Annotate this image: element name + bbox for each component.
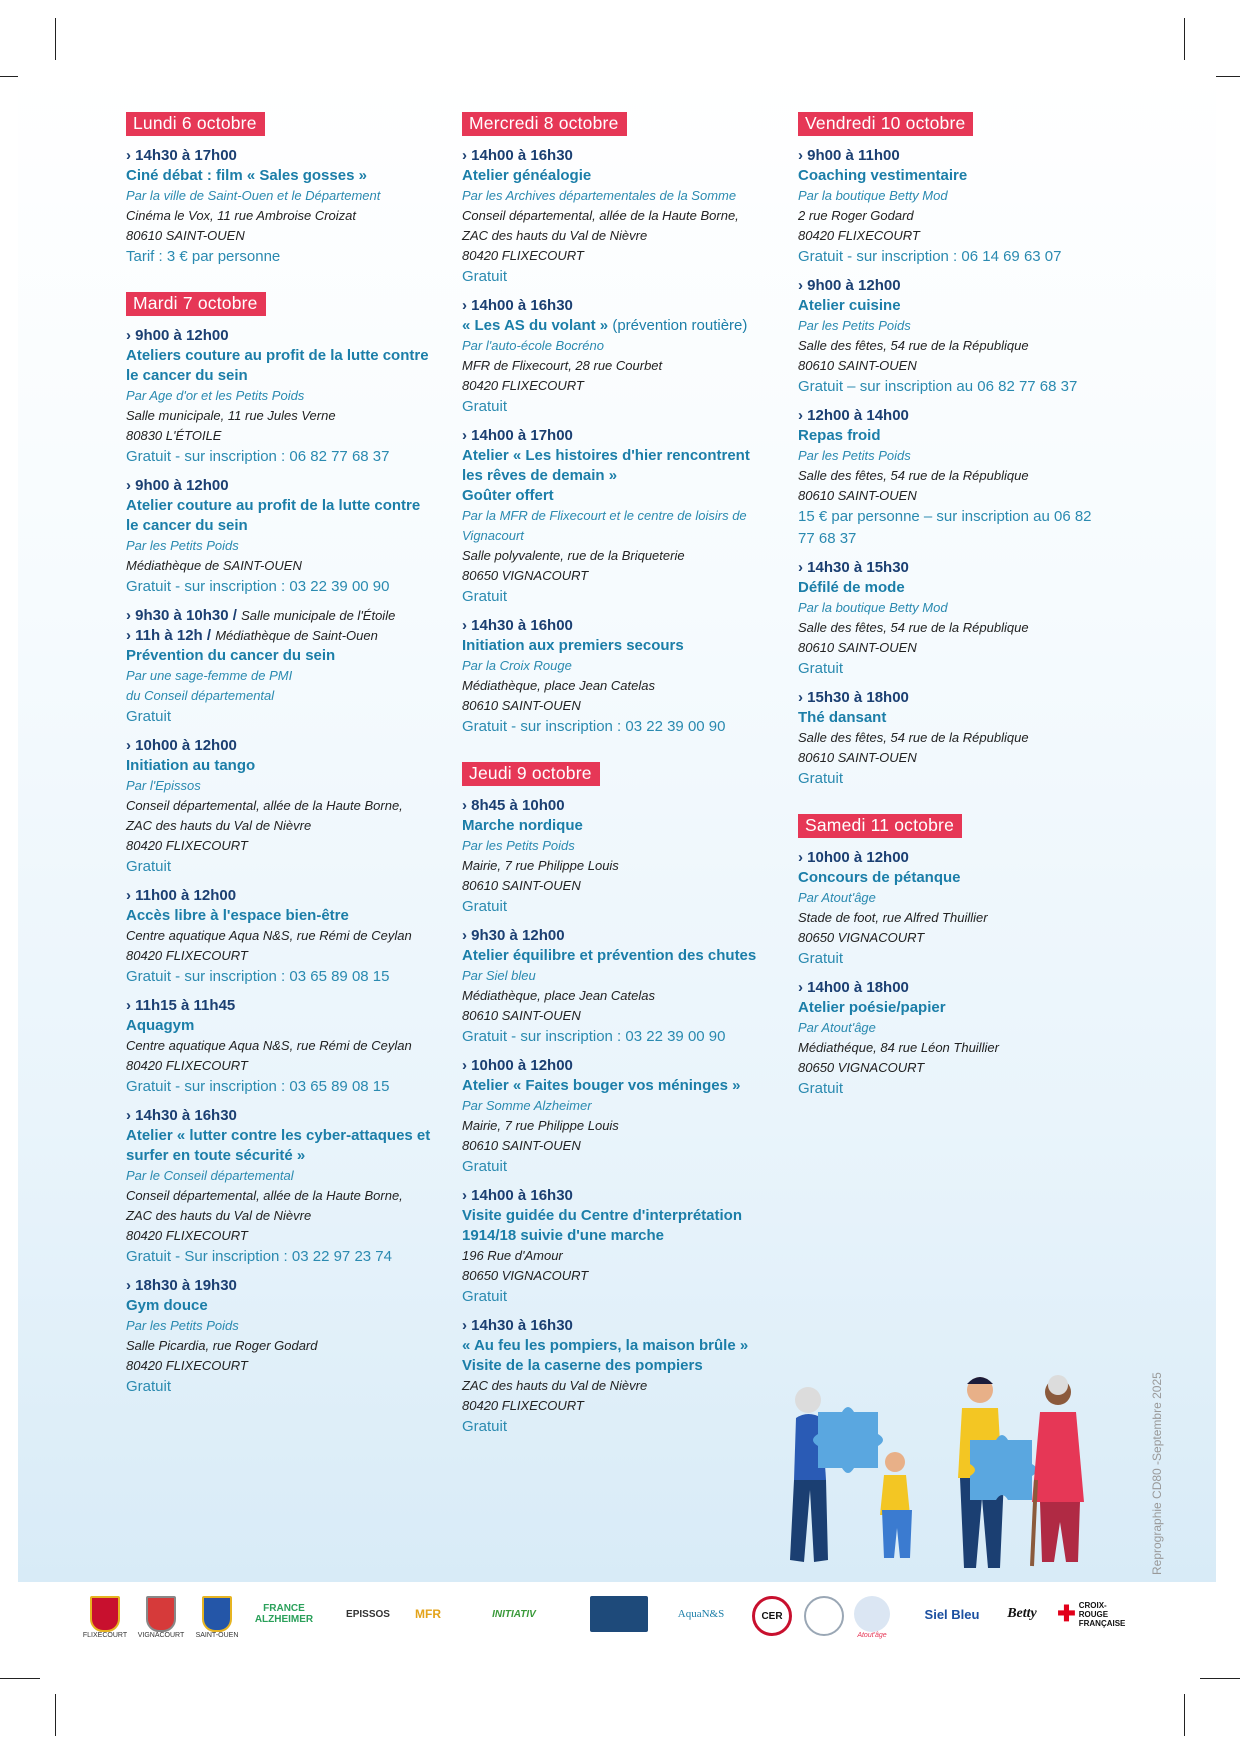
event-address-line: 80650 VIGNACOURT (462, 568, 589, 583)
event-address-line: 80610 SAINT-OUEN (126, 228, 245, 243)
event-price: Gratuit – sur inscription au 06 82 77 68 37 (798, 378, 1078, 395)
event-title-text: Prévention du cancer du sein (126, 647, 336, 664)
logo-aquans: AquaN&S (677, 1608, 725, 1620)
event-item (462, 926, 772, 1048)
event-address-line: 80420 FLIXECOURT (126, 838, 248, 853)
event-price: Gratuit (798, 950, 844, 967)
event-address-line: 80420 FLIXECOURT (126, 1228, 248, 1243)
event-address-line: Salle des fêtes, 54 rue de la République (798, 338, 1029, 353)
event-organizer: Par Atout'âge (798, 1020, 876, 1035)
event-organizer: Par les Archives départementales de la Somme (462, 188, 737, 203)
event-organizer: Par les Petits Poids (462, 838, 575, 853)
event-title (462, 1076, 772, 1096)
event-address-line: Conseil départemental, allée de la Haute Borne, (462, 208, 739, 223)
event-address-line: 80420 FLIXECOURT (462, 378, 584, 393)
day-heading-row (462, 762, 772, 796)
event-title (126, 756, 436, 776)
event-item (126, 736, 436, 878)
event-time: › 10h00 à 12h00 (462, 1057, 573, 1074)
event-time-value: › 11h à 12h / (126, 627, 216, 644)
event-address-line: Salle municipale, 11 rue Jules Verne (126, 408, 336, 423)
event-organizer: Par le Conseil départemental (126, 1168, 294, 1183)
event-address-line: 80420 FLIXECOURT (126, 1058, 248, 1073)
event-address-line: 80610 SAINT-OUEN (798, 488, 917, 503)
event-price: Gratuit (798, 1080, 844, 1097)
event-address-line: Salle des fêtes, 54 rue de la République (798, 620, 1029, 635)
event-title (798, 166, 1108, 186)
event-time: › 14h30 à 16h30 (462, 1317, 573, 1334)
event-organizer: Par les Petits Poids (126, 538, 239, 553)
logo-vignacourt: VIGNACOURT (136, 1596, 186, 1639)
event-address-line: 196 Rue d'Amour (462, 1248, 563, 1263)
event-address-line: Cinéma le Vox, 11 rue Ambroise Croizat (126, 208, 357, 223)
event-title (462, 636, 772, 656)
event-item (126, 606, 436, 728)
event-price: 15 € par personne – sur inscription au 06 82 77 68 37 (798, 508, 1092, 547)
event-time-location: Salle municipale de l'Étoile (241, 608, 396, 623)
event-time: › 9h30 à 12h00 (462, 927, 565, 944)
event-title-text: Atelier couture au profit de la lutte contre le cancer du sein (126, 497, 421, 534)
event-price: Gratuit (462, 588, 508, 605)
event-organizer: Par la boutique Betty Mod (798, 188, 948, 203)
event-price: Gratuit (462, 1158, 508, 1175)
logo-cer: CER (750, 1596, 794, 1636)
day-heading: Lundi 6 octobre (126, 112, 265, 136)
event-time: › 14h30 à 16h00 (462, 617, 573, 634)
event-address-line: ZAC des hauts du Val de Nièvre (462, 1378, 648, 1393)
event-title-text: Concours de pétanque (798, 869, 961, 886)
event-price: Gratuit (126, 708, 172, 725)
logo-epissos: EPISSOS (346, 1608, 390, 1620)
event-title (126, 1296, 436, 1316)
event-title-text: Atelier poésie/papier (798, 999, 946, 1016)
event-address-line: 80610 SAINT-OUEN (798, 640, 917, 655)
day-heading: Samedi 11 octobre (798, 814, 962, 838)
column-3 (798, 112, 1108, 1108)
event-title-text: Visite guidée du Centre d'interprétation 1914/18 suivie d'une marche (462, 1207, 742, 1244)
event-time: › 9h00 à 12h00 (126, 327, 229, 344)
event-address-line: Centre aquatique Aqua N&S, rue Rémi de Ceylan (126, 928, 412, 943)
logo-initiativ: INITIATIV (492, 1608, 536, 1620)
event-address-line: Conseil départemental, allée de la Haute Borne, (126, 798, 403, 813)
column-1 (126, 112, 436, 1406)
logo-flixecourt: FLIXECOURT (80, 1596, 130, 1639)
event-item (126, 1276, 436, 1398)
seal-icon (804, 1596, 844, 1636)
event-item (798, 146, 1108, 268)
event-title (462, 316, 772, 336)
event-item (462, 296, 772, 418)
event-time: › 14h00 à 18h00 (798, 979, 909, 996)
event-title-text: Atelier cuisine (798, 297, 901, 314)
event-organizer: Par Somme Alzheimer (462, 1098, 592, 1113)
event-title (126, 166, 436, 186)
event-item (126, 996, 436, 1098)
event-price: Gratuit (462, 398, 508, 415)
event-price: Gratuit (462, 898, 508, 915)
logo-seal (802, 1596, 846, 1636)
event-price: Gratuit (126, 1378, 172, 1395)
section-gap (126, 276, 436, 292)
event-address-line: 80610 SAINT-OUEN (462, 698, 581, 713)
event-price: Gratuit - sur inscription : 03 22 39 00 90 (462, 718, 726, 735)
event-title (798, 296, 1108, 316)
logo-saint-ouen: SAINT-OUEN (192, 1596, 242, 1639)
event-title (462, 166, 772, 186)
event-title (462, 816, 772, 836)
event-price: Gratuit - sur inscription : 06 82 77 68 37 (126, 448, 390, 465)
event-price: Gratuit - sur inscription : 03 65 89 08 15 (126, 1078, 390, 1095)
event-title-text: Gym douce (126, 1297, 208, 1314)
day-heading-row (798, 112, 1108, 146)
event-time: › 14h00 à 16h30 (462, 297, 573, 314)
event-address-line: ZAC des hauts du Val de Nièvre (126, 818, 312, 833)
event-price: Gratuit (126, 858, 172, 875)
red-cross-icon: ✚ (1057, 1601, 1076, 1626)
event-title-text: Thé dansant (798, 709, 887, 726)
event-address-line: 80420 FLIXECOURT (126, 1358, 248, 1373)
crop-mark (0, 1678, 40, 1679)
event-title (126, 1126, 436, 1166)
event-time (126, 606, 436, 626)
event-organizer: Par la MFR de Flixecourt et le centre de loisirs de Vignacourt (462, 508, 747, 543)
event-item (462, 426, 772, 608)
event-address-line: 80420 FLIXECOURT (126, 948, 248, 963)
event-address-line: Salle Picardia, rue Roger Godard (126, 1338, 318, 1353)
shield-icon (146, 1596, 176, 1632)
event-time-location: Médiathèque de Saint-Ouen (215, 628, 378, 643)
event-title (798, 426, 1108, 446)
event-time: › 9h00 à 12h00 (798, 277, 901, 294)
section-gap (798, 798, 1108, 814)
event-address-line: ZAC des hauts du Val de Nièvre (462, 228, 648, 243)
event-address-line: ZAC des hauts du Val de Nièvre (126, 1208, 312, 1223)
event-organizer: Par la boutique Betty Mod (798, 600, 948, 615)
event-title (126, 906, 436, 926)
event-title (126, 646, 436, 666)
event-time: › 8h45 à 10h00 (462, 797, 565, 814)
logo-france-alzheimer: FRANCE ALZHEIMER (254, 1603, 314, 1625)
event-title (462, 946, 772, 966)
event-item (126, 146, 436, 268)
day-heading-row (798, 814, 1108, 848)
event-time: › 9h00 à 12h00 (126, 477, 229, 494)
event-item (462, 796, 772, 918)
event-address-line: Salle des fêtes, 54 rue de la République (798, 730, 1029, 745)
event-title-text: Atelier « Faites bouger vos méninges » (462, 1077, 741, 1094)
day-heading-row (462, 112, 772, 146)
event-address-line: 80420 FLIXECOURT (462, 1398, 584, 1413)
event-title (126, 496, 436, 536)
event-price: Gratuit (798, 660, 844, 677)
event-title-text: Atelier équilibre et prévention des chutes (462, 947, 757, 964)
event-time (126, 626, 436, 646)
puzzle-people-illustration (770, 1370, 1120, 1580)
event-address-line: 80420 FLIXECOURT (798, 228, 920, 243)
day-heading-row (126, 292, 436, 326)
shield-icon (202, 1596, 232, 1632)
event-price: Gratuit (798, 770, 844, 787)
event-organizer: Par la Croix Rouge (462, 658, 572, 673)
event-address-line: Conseil départemental, allée de la Haute Borne, (126, 1188, 403, 1203)
reprographie-credit: Reprographie CD80 -Septembre 2025 (1150, 1372, 1164, 1575)
crop-mark (1184, 1694, 1185, 1736)
event-address-line: 80610 SAINT-OUEN (462, 878, 581, 893)
event-price: Gratuit - sur inscription : 06 14 69 63 07 (798, 248, 1062, 265)
event-organizer: Par les Petits Poids (126, 1318, 239, 1333)
event-price: Gratuit - Sur inscription : 03 22 97 23 74 (126, 1248, 392, 1265)
crop-mark (55, 18, 56, 60)
event-time: › 14h30 à 15h30 (798, 559, 909, 576)
event-time: › 10h00 à 12h00 (126, 737, 237, 754)
event-address-line: 80650 VIGNACOURT (798, 930, 925, 945)
event-item (798, 406, 1108, 550)
day-heading: Mercredi 8 octobre (462, 112, 627, 136)
crop-mark (1200, 1678, 1240, 1679)
event-organizer: du Conseil départemental (126, 688, 275, 703)
event-title-text: Atelier « lutter contre les cyber-attaques et surfer en toute sécurité » (126, 1127, 431, 1164)
column-2 (462, 112, 772, 1446)
event-organizer: Par la ville de Saint-Ouen et le Département (126, 188, 381, 203)
event-title-text: Atelier « Les histoires d'hier rencontrent les rêves de demain » (462, 447, 750, 484)
event-title-text: Ciné débat : film « Sales gosses » (126, 167, 367, 184)
event-time: › 11h15 à 11h45 (126, 997, 236, 1014)
event-price: Gratuit (462, 1418, 508, 1435)
event-item (798, 978, 1108, 1100)
logo-atoutage: Atout'âge (850, 1596, 894, 1639)
event-title (462, 1336, 772, 1376)
day-heading: Jeudi 9 octobre (462, 762, 600, 786)
event-title (462, 446, 772, 486)
event-item (798, 276, 1108, 398)
event-price: Gratuit (462, 1288, 508, 1305)
event-time: › 18h30 à 19h30 (126, 1277, 237, 1294)
event-time-value: › 9h30 à 10h30 / (126, 607, 242, 624)
event-title-text: Atelier généalogie (462, 167, 592, 184)
event-address-line: Salle des fêtes, 54 rue de la République (798, 468, 1029, 483)
people-icon (854, 1596, 890, 1632)
day-heading-row (126, 112, 436, 146)
event-address-line: 80420 FLIXECOURT (462, 248, 584, 263)
logo-croix-rouge: ✚ CROIX-ROUGE FRANÇAISE (1057, 1600, 1126, 1628)
event-address-line: Mairie, 7 rue Philippe Louis (462, 858, 619, 873)
event-organizer: Par les Petits Poids (798, 318, 911, 333)
event-address-line: 80610 SAINT-OUEN (462, 1138, 581, 1153)
event-time: › 14h30 à 17h00 (126, 147, 237, 164)
event-item (462, 146, 772, 288)
event-time: › 14h00 à 17h00 (462, 427, 573, 444)
event-title-text: Coaching vestimentaire (798, 167, 968, 184)
event-address-line: Médiathèque de SAINT-OUEN (126, 558, 302, 573)
shield-icon (90, 1596, 120, 1632)
logo-mfr: MFR (415, 1607, 441, 1621)
event-title-text: Aquagym (126, 1017, 195, 1034)
event-item (126, 1106, 436, 1268)
event-organizer: Par Age d'or et les Petits Poids (126, 388, 305, 403)
event-title-text: « Au feu les pompiers, la maison brûle » Visite de la caserne des pompiers (462, 1337, 749, 1374)
event-title-text: Accès libre à l'espace bien-être (126, 907, 349, 924)
event-item (798, 848, 1108, 970)
crop-mark (1184, 18, 1185, 60)
event-address-line: 80830 L'ÉTOILE (126, 428, 222, 443)
event-address-line: 80610 SAINT-OUEN (462, 1008, 581, 1023)
event-address-line: MFR de Flixecourt, 28 rue Courbet (462, 358, 663, 373)
event-address-line: 80610 SAINT-OUEN (798, 358, 917, 373)
event-organizer: Par Siel bleu (462, 968, 536, 983)
event-price: Gratuit - sur inscription : 03 65 89 08 15 (126, 968, 390, 985)
event-item (126, 326, 436, 468)
event-title (798, 578, 1108, 598)
logo-betty: Betty (1007, 1606, 1037, 1621)
event-address-line: Médiathèque, place Jean Catelas (462, 988, 655, 1003)
event-item (126, 886, 436, 988)
day-heading: Mardi 7 octobre (126, 292, 266, 316)
event-item (798, 558, 1108, 680)
event-address-line: Médiathéque, 84 rue Léon Thuillier (798, 1040, 999, 1055)
event-subtitle: Goûter offert (462, 487, 554, 504)
event-title (798, 998, 1108, 1018)
event-item (462, 1056, 772, 1178)
day-heading: Vendredi 10 octobre (798, 112, 973, 136)
event-organizer: Par l'Epissos (126, 778, 201, 793)
event-time: › 15h30 à 18h00 (798, 689, 909, 706)
event-address-line: Stade de foot, rue Alfred Thuillier (798, 910, 988, 925)
event-time: › 12h00 à 14h00 (798, 407, 909, 424)
logo-dark-banner (590, 1596, 648, 1632)
event-item (462, 616, 772, 738)
event-time: › 11h00 à 12h00 (126, 887, 237, 904)
logo-siel-bleu: Siel Bleu (924, 1606, 980, 1622)
event-address-line: 80650 VIGNACOURT (462, 1268, 589, 1283)
section-gap (462, 746, 772, 762)
event-title-text: Ateliers couture au profit de la lutte contre le cancer du sein (126, 347, 429, 384)
crop-mark (55, 1694, 56, 1736)
event-address-line: Médiathèque, place Jean Catelas (462, 678, 655, 693)
event-address-line: 2 rue Roger Godard (798, 208, 914, 223)
event-price: Gratuit - sur inscription : 03 22 39 00 90 (126, 578, 390, 595)
event-organizer: Par l'auto-école Bocréno (462, 338, 604, 353)
event-organizer: Par Atout'âge (798, 890, 876, 905)
event-time: › 10h00 à 12h00 (798, 849, 909, 866)
event-title-text: « Les AS du volant » (462, 317, 609, 334)
event-item (462, 1316, 772, 1438)
event-price: Tarif : 3 € par personne (126, 248, 281, 265)
event-title (798, 868, 1108, 888)
event-title (126, 346, 436, 386)
event-title-text: Défilé de mode (798, 579, 905, 596)
event-title-text: Repas froid (798, 427, 881, 444)
event-item (126, 476, 436, 598)
event-organizer: Par les Petits Poids (798, 448, 911, 463)
event-time: › 9h00 à 11h00 (798, 147, 900, 164)
event-price: Gratuit - sur inscription : 03 22 39 00 90 (462, 1028, 726, 1045)
event-title (798, 708, 1108, 728)
event-title-extra: (prévention routière) (608, 317, 748, 334)
event-title (126, 1016, 436, 1036)
event-item (462, 1186, 772, 1308)
event-title-text: Marche nordique (462, 817, 583, 834)
event-address-line: Mairie, 7 rue Philippe Louis (462, 1118, 619, 1133)
event-title-text: Initiation au tango (126, 757, 256, 774)
event-address-line: Centre aquatique Aqua N&S, rue Rémi de Ceylan (126, 1038, 412, 1053)
event-organizer: Par une sage-femme de PMI (126, 668, 293, 683)
event-item (798, 688, 1108, 790)
event-address-line: 80610 SAINT-OUEN (798, 750, 917, 765)
event-time: › 14h30 à 16h30 (126, 1107, 237, 1124)
event-address-line: 80650 VIGNACOURT (798, 1060, 925, 1075)
partner-logos (80, 1596, 1140, 1656)
event-title-text: Initiation aux premiers secours (462, 637, 684, 654)
event-price: Gratuit (462, 268, 508, 285)
event-time: › 14h00 à 16h30 (462, 147, 573, 164)
event-time: › 14h00 à 16h30 (462, 1187, 573, 1204)
event-title (462, 1206, 772, 1246)
event-address-line: Salle polyvalente, rue de la Briqueterie (462, 548, 685, 563)
